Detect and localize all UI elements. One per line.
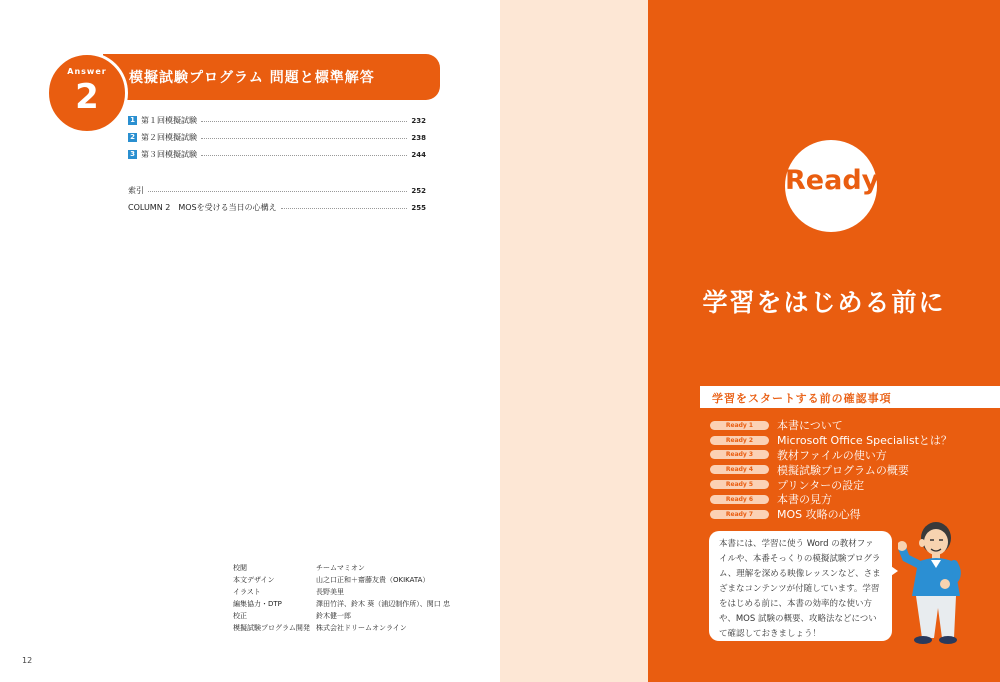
speech-bubble-tail: [888, 564, 898, 578]
toc-page-number: 252: [411, 186, 426, 195]
chapter-title: 学習をはじめる前に: [702, 288, 946, 317]
table-of-contents: [128, 112, 426, 216]
toc-page-number: 244: [411, 150, 426, 159]
toc-page-number: 238: [411, 133, 426, 142]
toc-row[interactable]: [128, 112, 426, 129]
credit-name: 山之口正和＋齋藤友貴（OKIKATA）: [316, 576, 430, 584]
ready-label: 教材ファイルの使い方: [777, 449, 887, 462]
ready-label: 本書の見方: [777, 493, 832, 507]
toc-leader: [201, 154, 407, 156]
credit-row: [233, 610, 450, 622]
credit-role: 本文デザイン: [233, 576, 275, 584]
page-number: 12: [22, 656, 33, 665]
credit-row: [233, 598, 450, 610]
beige-margin-band: [500, 0, 648, 682]
toc-number-badge: 2: [128, 133, 137, 142]
ready-badge-text: Ready: [785, 165, 880, 196]
toc-leader: [201, 120, 407, 122]
ready-label: 本書について: [777, 419, 843, 433]
ready-label: プリンターの設定: [777, 478, 865, 492]
toc-label: COLUMN 2 MOSを受ける当日の心構え: [128, 203, 277, 212]
ready-item[interactable]: [710, 448, 952, 463]
ready-list: [710, 418, 952, 522]
checklist-heading-bar: [700, 386, 1000, 408]
toc-row[interactable]: [128, 199, 426, 216]
section-title: 模擬試験プログラム 問題と標準解答: [129, 70, 375, 86]
toc-label: 第３回模擬試験: [141, 150, 197, 159]
ready-tag: Ready 6: [710, 495, 769, 504]
checklist-heading: 学習をスタートする前の確認事項: [712, 392, 892, 405]
instructor-illustration: [898, 518, 970, 648]
ready-tag: Ready 5: [710, 480, 769, 489]
ready-tag: Ready 2: [710, 436, 769, 445]
credit-name: 鈴木健一郎: [316, 612, 351, 620]
credit-name: 長野美里: [316, 588, 344, 596]
ready-item[interactable]: [710, 462, 952, 477]
ready-item[interactable]: [710, 492, 952, 507]
ready-badge: [785, 140, 880, 232]
credit-row: [233, 562, 450, 574]
toc-leader: [201, 137, 407, 139]
toc-leader: [281, 207, 408, 209]
answer-badge-label: Answer: [67, 67, 107, 76]
section-header: [103, 54, 440, 100]
ready-item[interactable]: [710, 418, 952, 433]
toc-row[interactable]: [128, 146, 426, 163]
credits: [233, 562, 450, 634]
toc-label: 第２回模擬試験: [141, 133, 197, 142]
ready-label: MOS 攻略の心得: [777, 508, 861, 522]
answer-badge-number: 2: [75, 77, 99, 117]
toc-label: 第１回模擬試験: [141, 116, 197, 125]
toc-leader: [148, 190, 407, 192]
ready-tag: Ready 7: [710, 510, 769, 519]
toc-number-badge: 3: [128, 150, 137, 159]
answer-badge: [46, 52, 128, 134]
ready-tag: Ready 1: [710, 421, 769, 430]
ready-panel: [648, 0, 1000, 682]
credit-name: 澤田竹洋、鈴木 葵（浦辺制作所）、関口 忠: [316, 600, 450, 608]
toc-row[interactable]: [128, 129, 426, 146]
toc-label: 索引: [128, 186, 144, 195]
ready-label: Microsoft Office Specialistとは？: [777, 434, 952, 448]
credit-role: 編集協力・DTP: [233, 600, 282, 608]
credit-name: 株式会社ドリームオンライン: [316, 624, 407, 632]
credit-row: [233, 586, 450, 598]
credit-row: [233, 622, 450, 634]
toc-page-number: 255: [411, 203, 426, 212]
toc-row[interactable]: [128, 182, 426, 199]
credit-role: 模擬試験プログラム開発: [233, 624, 310, 632]
credit-role: イラスト: [233, 588, 261, 596]
credit-role: 校正: [233, 612, 247, 620]
ready-tag: Ready 4: [710, 465, 769, 474]
credit-row: [233, 574, 450, 586]
credit-role: 校閲: [233, 564, 247, 572]
ready-label: 模擬試験プログラムの概要: [777, 463, 909, 477]
toc-number-badge: 1: [128, 116, 137, 125]
ready-item[interactable]: [710, 477, 952, 492]
toc-page-number: 232: [411, 116, 426, 125]
speech-bubble: 本書には、学習に使う Word の教材ファイルや、本番そっくりの模擬試験プログラム、理解を深める映像レッスンなど、さまざまなコンテンツが付随しています。学習をはじめる前に、本書の効率的な使い方や、MOS 試験の概要、攻略法などについて確認しておきましょう！: [709, 531, 892, 641]
ready-tag: Ready 3: [710, 450, 769, 459]
ready-item[interactable]: [710, 433, 952, 448]
credit-name: チームマミオン: [316, 564, 365, 572]
